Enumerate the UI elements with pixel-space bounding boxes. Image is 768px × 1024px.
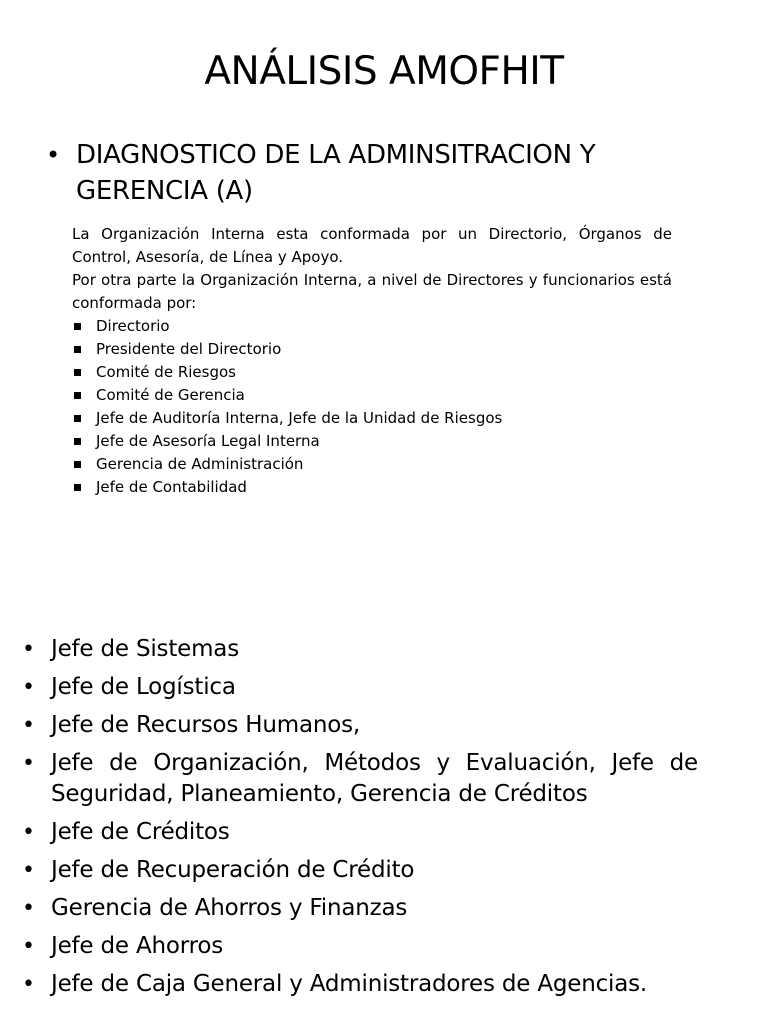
square-bullet-icon xyxy=(74,438,81,445)
list-item xyxy=(22,817,698,848)
bullet-icon: • xyxy=(22,858,35,883)
composition-paragraph: Por otra parte la Organización Interna, a nivel de Directores y funcionarios está conformada por: xyxy=(72,271,672,312)
list-item xyxy=(72,338,672,361)
directors-list xyxy=(72,315,672,499)
list-item-text: Jefe de Caja General y Administradores de Agencias. xyxy=(51,971,648,997)
list-item xyxy=(22,710,698,741)
bullet-icon: • xyxy=(22,896,35,921)
bullet-icon: • xyxy=(22,972,35,997)
list-item xyxy=(72,430,672,453)
bullet-icon: • xyxy=(22,713,35,738)
officers-list xyxy=(22,634,698,1007)
list-item-text: Jefe de Recursos Humanos, xyxy=(51,712,360,738)
list-item xyxy=(72,476,672,499)
list-item xyxy=(22,969,698,1000)
square-bullet-icon xyxy=(74,346,81,353)
list-item-text: Jefe de Sistemas xyxy=(51,636,239,662)
bullet-icon: • xyxy=(22,934,35,959)
intro-paragraph: La Organización Interna esta conformada por un Directorio, Órganos de Control, Asesoría, de Línea y Apoyo. xyxy=(72,225,672,266)
list-item xyxy=(22,855,698,886)
list-item xyxy=(22,748,698,810)
list-item xyxy=(72,407,672,430)
list-item-text: Comité de Riesgos xyxy=(96,363,236,381)
square-bullet-icon xyxy=(74,369,81,376)
list-item-text: Gerencia de Ahorros y Finanzas xyxy=(51,895,408,921)
square-bullet-icon xyxy=(74,484,81,491)
section-heading xyxy=(46,137,686,209)
bullet-icon: • xyxy=(46,141,60,169)
list-item-text: Comité de Gerencia xyxy=(96,386,245,404)
list-item-text: Jefe de Contabilidad xyxy=(96,478,247,496)
list-item-text: Jefe de Recuperación de Crédito xyxy=(51,857,415,883)
square-bullet-icon xyxy=(74,461,81,468)
square-bullet-icon xyxy=(74,415,81,422)
list-item-text: Jefe de Créditos xyxy=(51,819,230,845)
bullet-icon: • xyxy=(22,675,35,700)
list-item xyxy=(72,315,672,338)
bullet-icon: • xyxy=(22,637,35,662)
list-item-text: Jefe de Organización, Métodos y Evaluación, Jefe de Seguridad, Planeamiento, Gerencia de Créditos xyxy=(51,750,698,807)
bullet-icon: • xyxy=(22,751,35,776)
list-item xyxy=(72,384,672,407)
list-item xyxy=(72,453,672,476)
list-item-text: Directorio xyxy=(96,317,170,335)
list-item-text: Presidente del Directorio xyxy=(96,340,282,358)
square-bullet-icon xyxy=(74,392,81,399)
list-item-text: Jefe de Asesoría Legal Interna xyxy=(96,432,320,450)
list-item xyxy=(22,931,698,962)
list-item-text: Jefe de Auditoría Interna, Jefe de la Unidad de Riesgos xyxy=(96,409,503,427)
section-heading-text: DIAGNOSTICO DE LA ADMINSITRACION Y GERENCIA (A) xyxy=(76,140,596,206)
list-item-text: Jefe de Logística xyxy=(51,674,236,700)
list-item xyxy=(22,893,698,924)
bullet-icon: • xyxy=(22,820,35,845)
square-bullet-icon xyxy=(74,323,81,330)
list-item-text: Jefe de Ahorros xyxy=(51,933,223,959)
list-item xyxy=(22,672,698,703)
list-item xyxy=(72,361,672,384)
slide-title: ANÁLISIS AMOFHIT xyxy=(204,49,564,94)
list-item-text: Gerencia de Administración xyxy=(96,455,304,473)
list-item xyxy=(22,634,698,665)
